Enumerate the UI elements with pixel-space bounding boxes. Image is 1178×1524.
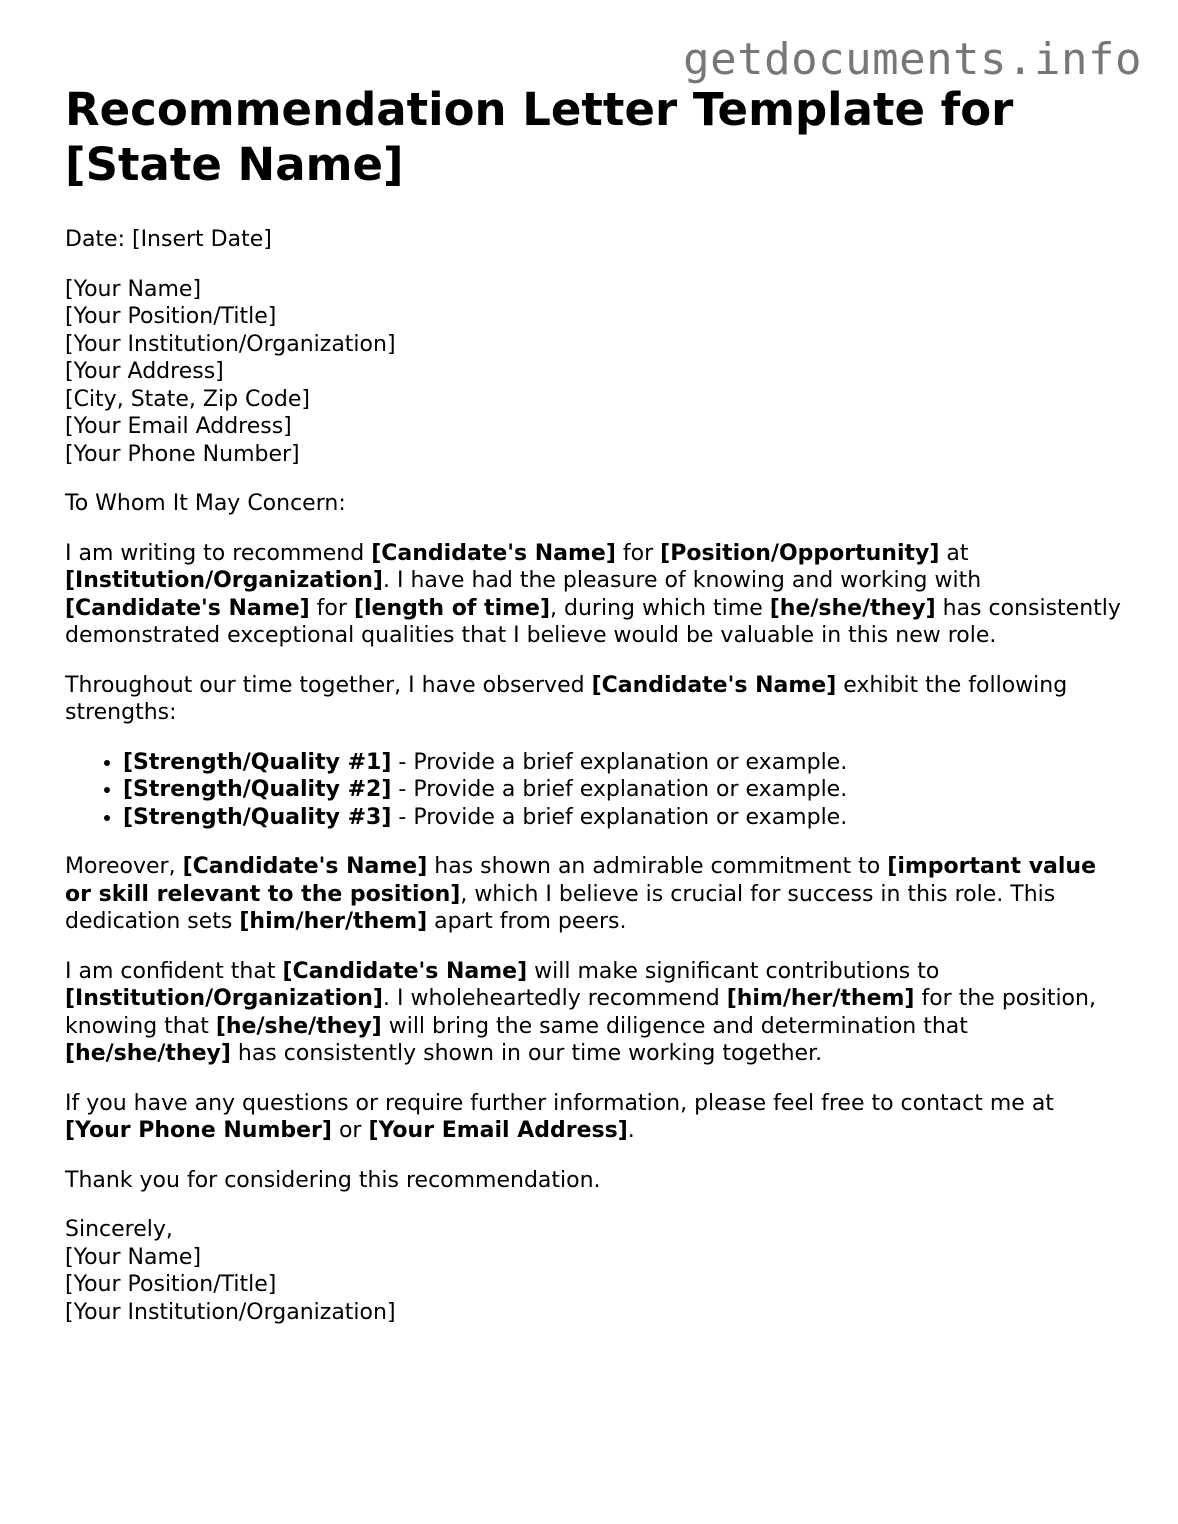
sender-institution: [Your Institution/Organization] bbox=[65, 331, 396, 357]
text-run: or bbox=[331, 1118, 369, 1143]
sender-phone: [Your Phone Number] bbox=[65, 441, 300, 467]
text-run: . I have had the pleasure of knowing and working with bbox=[383, 568, 982, 593]
salutation: To Whom It May Concern: bbox=[65, 491, 346, 516]
strengths-list bbox=[65, 749, 1125, 832]
list-item bbox=[123, 776, 1125, 804]
placeholder-value-or-skill: [important value or skill relevant to the position] bbox=[65, 854, 1097, 907]
strength-label: [Strength/Quality #1] bbox=[123, 749, 392, 775]
text-run: at bbox=[939, 540, 969, 566]
placeholder-candidate-name: [Candidate's Name] bbox=[591, 672, 837, 698]
placeholder-institution: [Institution/Organization] bbox=[65, 568, 383, 593]
text-run: apart from peers. bbox=[427, 909, 627, 934]
signer-name: [Your Name] bbox=[65, 1244, 202, 1270]
placeholder-pronoun-object: [him/her/them] bbox=[726, 986, 915, 1011]
paragraph-thanks: Thank you for considering this recommendation. bbox=[65, 1167, 601, 1193]
sender-city-state-zip: [City, State, Zip Code] bbox=[65, 386, 310, 412]
date-line: Date: [Insert Date] bbox=[65, 227, 272, 252]
watermark-text: getdocuments.info bbox=[683, 34, 1142, 85]
text-run: . I wholeheartedly recommend bbox=[383, 986, 727, 1011]
sender-address: [Your Address] bbox=[65, 359, 224, 384]
strength-label: [Strength/Quality #2] bbox=[123, 777, 392, 802]
placeholder-candidate-name: [Candidate's Name] bbox=[371, 540, 616, 566]
paragraph-strengths-intro bbox=[65, 672, 1125, 727]
placeholder-pronoun: [he/she/they] bbox=[769, 595, 936, 621]
placeholder-institution: [Institution/Organization] bbox=[65, 986, 383, 1011]
placeholder-candidate-name: [Candidate's Name] bbox=[282, 958, 528, 984]
text-run: has consistently demonstrated exceptional qualities that I believe would be valuable in this new role. bbox=[65, 595, 1121, 648]
text-run: for the position, knowing that bbox=[65, 986, 1096, 1039]
paragraph-confidence bbox=[65, 958, 1125, 1068]
signer-position: [Your Position/Title] bbox=[65, 1272, 277, 1297]
sender-position: [Your Position/Title] bbox=[65, 304, 277, 329]
text-run: Moreover, bbox=[65, 854, 183, 879]
sender-email: [Your Email Address] bbox=[65, 414, 292, 439]
paragraph-commitment bbox=[65, 853, 1125, 936]
list-item bbox=[123, 804, 1125, 832]
strength-description: - Provide a brief explanation or example. bbox=[391, 777, 848, 802]
paragraph-introduction bbox=[65, 540, 1125, 650]
sender-address-block bbox=[65, 276, 1125, 469]
placeholder-email: [Your Email Address] bbox=[368, 1118, 628, 1143]
placeholder-pronoun: [he/she/they] bbox=[215, 1013, 382, 1039]
text-run: . bbox=[627, 1118, 635, 1143]
text-run: Throughout our time together, I have observed bbox=[65, 672, 592, 698]
signer-organization: [Your Institution/Organization] bbox=[65, 1299, 396, 1325]
placeholder-candidate-name: [Candidate's Name] bbox=[182, 854, 428, 879]
sender-name: [Your Name] bbox=[65, 276, 202, 302]
text-run: exhibit the following strengths: bbox=[65, 672, 1068, 725]
text-run: has consistently shown in our time working together. bbox=[230, 1041, 823, 1066]
text-run: for bbox=[309, 595, 354, 621]
text-run: I am writing to recommend bbox=[65, 540, 372, 566]
text-run: , during which time bbox=[550, 595, 770, 621]
text-run: will bring the same diligence and determination that bbox=[381, 1013, 968, 1039]
placeholder-pronoun-object: [him/her/them] bbox=[239, 909, 428, 934]
letter-page bbox=[65, 82, 1125, 1326]
strength-label: [Strength/Quality #3] bbox=[123, 804, 392, 830]
strength-description: - Provide a brief explanation or example. bbox=[391, 804, 848, 830]
text-run: has shown an admirable commitment to bbox=[427, 854, 888, 879]
document-title: Recommendation Letter Template for [State Name] bbox=[65, 83, 1014, 191]
text-run: for bbox=[615, 540, 661, 566]
placeholder-pronoun: [he/she/they] bbox=[65, 1041, 231, 1066]
placeholder-position: [Position/Opportunity] bbox=[660, 540, 940, 566]
text-run: will make significant contributions to bbox=[527, 958, 940, 984]
placeholder-candidate-name: [Candidate's Name] bbox=[65, 595, 310, 621]
placeholder-phone: [Your Phone Number] bbox=[65, 1118, 332, 1143]
closing-signature-block bbox=[65, 1216, 1125, 1326]
text-run: , which I believe is crucial for success in this role. This dedication sets bbox=[65, 881, 1056, 934]
paragraph-contact bbox=[65, 1090, 1125, 1145]
list-item bbox=[123, 749, 1125, 777]
text-run: If you have any questions or require further information, please feel free to contact me at bbox=[65, 1090, 1054, 1116]
letter-body bbox=[65, 226, 1125, 1326]
text-run: I am confident that bbox=[65, 958, 283, 984]
placeholder-length-of-time: [length of time] bbox=[353, 595, 551, 621]
sign-off: Sincerely, bbox=[65, 1217, 173, 1242]
strength-description: - Provide a brief explanation or example. bbox=[391, 749, 848, 775]
